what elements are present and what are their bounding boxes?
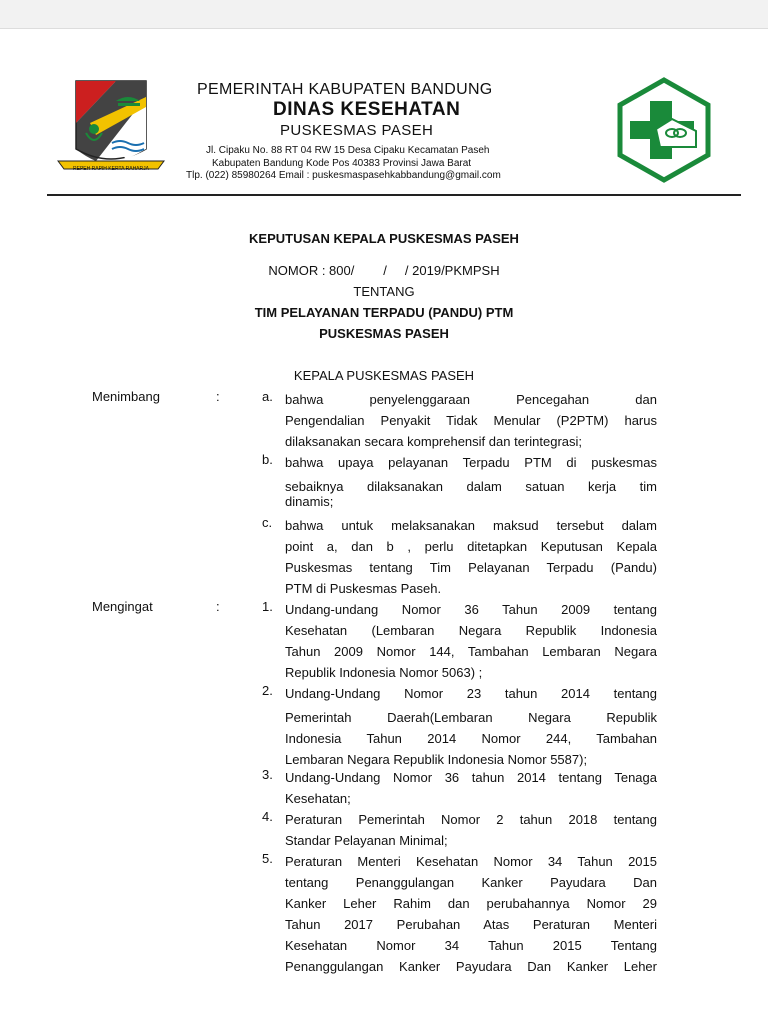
mengingat-label: Mengingat <box>92 599 153 614</box>
crest-motto: REPEH RAPIH KERTA RAHARJA <box>73 166 149 172</box>
list-item: Undang-undang Nomor 36 Tahun 2009 tentang Kesehatan (Lembaran Negara Republik Indonesia Tahun 2009 Nomor 144, Tambahan Lembaran Negara Republik Indonesia Nomor 5063) ; <box>285 602 657 680</box>
document-number: NOMOR : 800/ / / 2019/PKMPSH <box>268 263 500 278</box>
header-divider <box>47 194 741 196</box>
list-item: bahwa penyelenggaraan Pencegahan dan Pengendalian Penyakit Tidak Menular (P2PTM) harus dilaksanakan secara komprehensif dan terintegrasi; <box>285 392 657 449</box>
address-line-2: Kabupaten Bandung Kode Pos 40383 Provinsi Jawa Barat <box>212 158 472 169</box>
menimbang-colon: : <box>216 389 220 404</box>
government-name: PEMERINTAH KABUPATEN BANDUNG <box>197 81 493 98</box>
list-marker: b. <box>262 452 273 467</box>
kabupaten-bandung-crest-icon <box>56 77 166 179</box>
list-item: Peraturan Menteri Kesehatan Nomor 34 Tahun 2015 tentang Penanggulangan Kanker Payudara Dan Kanker Leher Rahim dan perubahannya Nomor 29 Tahun 2017 Perubahan Atas Peraturan Menteri Kesehatan Nomor 34 Tahun 2015 Tentang Penanggulangan Kanker Payudara Dan Kanker Leher <box>285 854 657 974</box>
subject-line-2: PUSKESMAS PASEH <box>319 326 449 341</box>
document-title: KEPUTUSAN KEPALA PUSKESMAS PASEH <box>249 231 519 246</box>
subject-line-1: TIM PELAYANAN TERPADU (PANDU) PTM <box>254 305 514 320</box>
document-page <box>0 28 768 1025</box>
list-marker: 3. <box>262 767 273 782</box>
institution-name: PUSKESMAS PASEH <box>280 122 434 139</box>
list-marker: 5. <box>262 851 273 866</box>
contact-line: Tlp. (022) 85980264 Email : puskesmaspasehkabbandung@gmail.com <box>186 170 501 181</box>
list-marker: c. <box>262 515 273 530</box>
list-marker: 1. <box>262 599 273 614</box>
list-item: bahwa untuk melaksanakan maksud tersebut dalam point a, dan b , perlu ditetapkan Keputusan Kepala Puskesmas tentang Tim Pelayanan Terpadu (Pandu) PTM di Puskesmas Paseh. <box>285 518 657 596</box>
address-line-1: Jl. Cipaku No. 88 RT 04 RW 15 Desa Cipaku Kecamatan Paseh <box>206 145 490 156</box>
list-item: Peraturan Pemerintah Nomor 2 tahun 2018 tentang Standar Pelayanan Minimal; <box>285 812 657 848</box>
list-item: Undang-Undang Nomor 36 tahun 2014 tentang Tenaga Kesehatan; <box>285 770 657 806</box>
list-item: bahwa upaya pelayanan Terpadu PTM di puskesmas sebaiknya dilaksanakan dalam satuan kerja tim dinamis; <box>285 455 657 509</box>
list-marker: 4. <box>262 809 273 824</box>
agency-name: DINAS KESEHATAN <box>273 99 461 120</box>
mengingat-colon: : <box>216 599 220 614</box>
list-item: Undang-Undang Nomor 23 tahun 2014 tentang Pemerintah Daerah(Lembaran Negara Republik Indonesia Tahun 2014 Nomor 244, Tambahan Lembaran Negara Republik Indonesia Nomor 5587); <box>285 686 657 767</box>
puskesmas-cross-logo-icon <box>612 77 716 183</box>
list-marker: 2. <box>262 683 273 698</box>
tentang-label: TENTANG <box>353 284 415 299</box>
list-marker: a. <box>262 389 273 404</box>
issuer-heading: KEPALA PUSKESMAS PASEH <box>293 368 475 383</box>
menimbang-label: Menimbang <box>92 389 160 404</box>
